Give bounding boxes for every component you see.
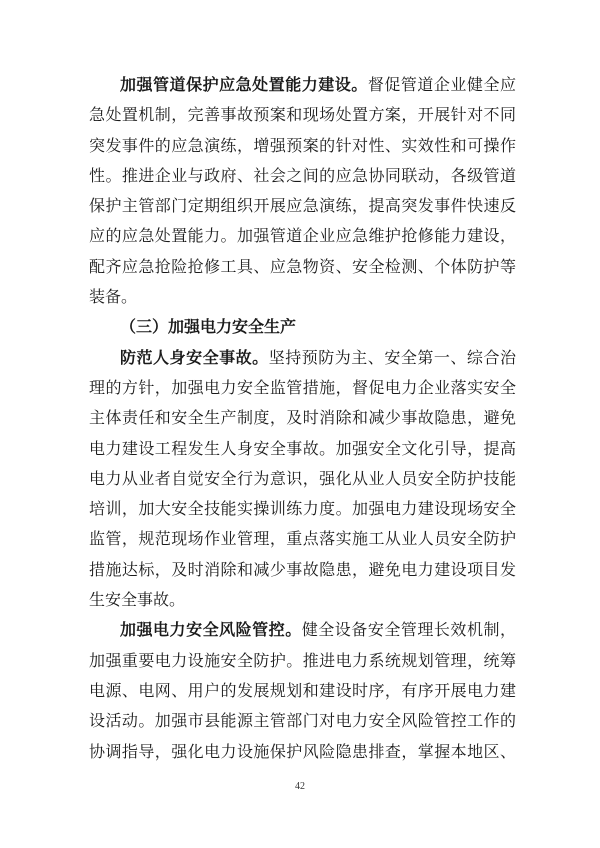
body-text: 监管，规范现场作业管理，重点落实施工从业人员安全防护: [89, 531, 516, 549]
body-text: 突发事件的应急演练，增强预案的针对性、实效性和可操作: [89, 137, 516, 155]
body-text: 督促管道企业健全应: [367, 77, 516, 94]
text-line: [89, 465, 516, 495]
body-text: 培训，加大安全技能实操训练力度。加强电力建设现场安全: [89, 501, 516, 519]
text-line: [89, 556, 516, 586]
body-text: 性。推进企业与政府、社会之间的应急协同联动，各级管道: [89, 167, 516, 185]
body-text: 设活动。加强市县能源主管部门对电力安全风险管控工作的: [89, 713, 516, 731]
section-heading: [89, 313, 516, 343]
text-line: [89, 71, 516, 101]
text-line: [89, 495, 516, 525]
text-line: [89, 344, 516, 374]
text-line: [89, 586, 516, 616]
text-line: [89, 738, 516, 768]
body-text: 电力建设工程发生人身安全事故。加强安全文化引导，提高: [89, 440, 516, 458]
text-line: [89, 374, 516, 404]
text-line: [89, 101, 516, 131]
body-text: 装备。: [89, 289, 138, 307]
text-line: [89, 677, 516, 707]
text-line: [89, 222, 516, 252]
body-text: 生安全事故。: [89, 592, 186, 610]
body-text: 理的方针，加强电力安全监管措施，督促电力企业落实安全: [89, 379, 516, 397]
body-text: 措施达标，及时消除和减少事故隐患，避免电力建设项目发: [89, 561, 516, 579]
body-text: 电力从业者自觉安全行为意识，强化从业人员安全防护技能: [89, 470, 516, 488]
text-line: [89, 616, 516, 646]
text-line: [89, 707, 516, 737]
text-line: [89, 647, 516, 677]
text-line: [89, 253, 516, 283]
page-footer: [0, 780, 600, 794]
text-line: [89, 162, 516, 192]
page-number: 42: [295, 781, 305, 792]
body-text: 急处置机制，完善事故预案和现场处置方案，开展针对不同: [89, 107, 516, 125]
bold-lead-text: 防范人身安全事故。: [120, 349, 269, 367]
document-body: [89, 71, 516, 768]
body-text: 主体责任和安全生产制度，及时消除和减少事故隐患，避免: [89, 410, 516, 428]
body-text: 坚持预防为主、安全第一、综合治: [268, 349, 516, 367]
text-line: [89, 525, 516, 555]
text-line: [89, 435, 516, 465]
text-line: [89, 192, 516, 222]
text-line: [89, 283, 516, 313]
text-line: [89, 132, 516, 162]
body-text: 健全设备安全管理长效机制，: [301, 622, 516, 640]
bold-lead-text: 加强管道保护应急处置能力建设。: [120, 77, 368, 94]
body-text: 电源、电网、用户的发展规划和建设时序，有序开展电力建: [89, 682, 516, 700]
body-text: 协调指导，强化电力设施保护风险隐患排查，掌握本地区、: [89, 743, 516, 761]
body-text: 加强重要电力设施安全防护。推进电力系统规划管理，统筹: [89, 652, 516, 670]
text-line: [89, 404, 516, 434]
bold-lead-text: （三）加强电力安全生产: [120, 319, 297, 337]
body-text: 保护主管部门定期组织开展应急演练，提高突发事件快速反: [89, 198, 516, 216]
bold-lead-text: 加强电力安全风险管控。: [120, 622, 302, 640]
body-text: 应的应急处置能力。加强管道企业应急维护抢修能力建设，: [89, 228, 516, 246]
body-text: 配齐应急抢险抢修工具、应急物资、安全检测、个体防护等: [89, 258, 516, 276]
